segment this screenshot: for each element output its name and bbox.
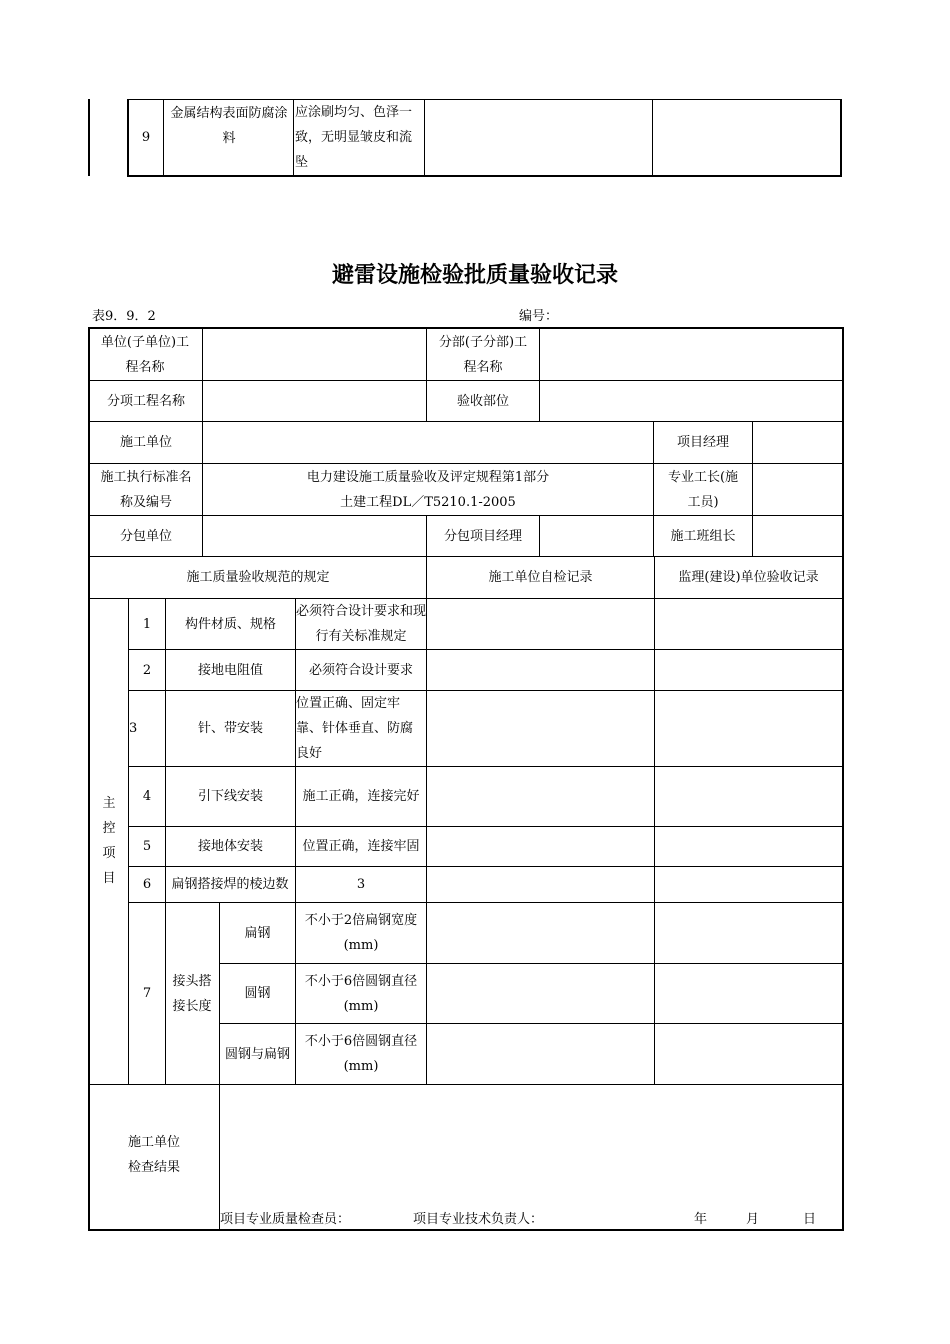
item-7a-name: 扁钢 — [244, 925, 271, 941]
division-label: 分部(子分部)工程名称 — [438, 334, 528, 375]
date-day: 日 — [803, 1212, 817, 1227]
item-4-req: 施工正确，连接完好 — [302, 789, 420, 804]
item-3-no: 3 — [129, 721, 138, 736]
subcontractor-label: 分包单位 — [119, 528, 172, 544]
item-1-no: 1 — [142, 616, 152, 632]
fragment-no: 9 — [141, 130, 151, 145]
table-number: 表9．9．2 — [92, 309, 156, 324]
page-title: 避雷设施检验批质量验收记录 — [331, 263, 618, 288]
item-5-req: 位置正确，连接牢固 — [302, 839, 420, 854]
item-5-name: 接地体安装 — [197, 839, 263, 854]
tech-lead-label: 项目专业技术负责人： — [413, 1212, 544, 1227]
item-3-req: 位置正确、固定牢靠、针体垂直、防腐良好 — [296, 696, 414, 761]
item-2-req: 必须符合设计要求 — [308, 662, 413, 678]
item-2-name: 接地电阻值 — [197, 662, 263, 678]
col-spec: 施工质量验收规范的规定 — [186, 570, 330, 585]
item-6-name: 扁钢搭接焊的棱边数 — [171, 877, 289, 892]
unit-project-label: 单位(子单位)工程名称 — [100, 334, 190, 375]
item-5-no: 5 — [142, 839, 152, 854]
serial-label: 编号： — [519, 309, 559, 324]
fragment-requirement: 应涂刷均匀、色泽一致，无明显皱皮和流坠 — [295, 105, 413, 170]
item-3-name: 针、带安装 — [197, 721, 263, 736]
result-label: 施工单位检查结果 — [127, 1135, 180, 1175]
standard-value-line1: 电力建设施工质量验收及评定规程第1部分 — [306, 470, 550, 485]
item-6-no: 6 — [142, 877, 152, 892]
standard-value-line2: 土建工程DL／T5210.1-2005 — [340, 495, 516, 510]
item-7-no: 7 — [142, 986, 152, 1001]
sub-pm-label: 分包项目经理 — [443, 528, 522, 544]
item-1-req: 必须符合设计要求和现行有关标准规定 — [296, 604, 427, 644]
inspector-label: 项目专业质量检查员： — [220, 1212, 351, 1227]
standard-label: 施工执行标准名称及编号 — [100, 469, 192, 510]
item-7b-req: 不小于6倍圆钢直径(mm) — [304, 973, 418, 1014]
fragment-item: 金属结构表面防腐涂料 — [170, 106, 288, 146]
item-2-no: 2 — [142, 662, 152, 678]
item-7b-name: 圆钢 — [244, 986, 271, 1001]
item-4-no: 4 — [142, 789, 152, 804]
project-manager-label: 项目经理 — [676, 435, 729, 450]
item-7c-name: 圆钢与扁钢 — [224, 1046, 290, 1062]
item-7c-req: 不小于6倍圆钢直径(mm) — [304, 1034, 418, 1074]
date-month: 月 — [746, 1212, 760, 1227]
subitem-label: 分项工程名称 — [106, 393, 185, 409]
standard-value — [203, 464, 653, 516]
col-self-check: 施工单位自检记录 — [488, 570, 593, 585]
team-leader-label: 施工班组长 — [670, 528, 736, 544]
item-4-name: 引下线安装 — [197, 789, 263, 804]
date-year: 年 — [694, 1212, 708, 1227]
item-7a-req: 不小于2倍扁钢宽度(mm) — [304, 913, 418, 953]
item-6-req: 3 — [356, 877, 366, 892]
item-7-name: 接头搭接长度 — [172, 973, 212, 1014]
main-control-label: 主控项目 — [102, 796, 116, 886]
col-supervision: 监理(建设)单位验收记录 — [678, 570, 819, 585]
item-1-name: 构件材质、规格 — [184, 616, 276, 632]
foreman-label: 专业工长(施工员) — [667, 469, 739, 510]
contractor-label: 施工单位 — [119, 435, 172, 450]
inspection-part-label: 验收部位 — [456, 393, 509, 409]
